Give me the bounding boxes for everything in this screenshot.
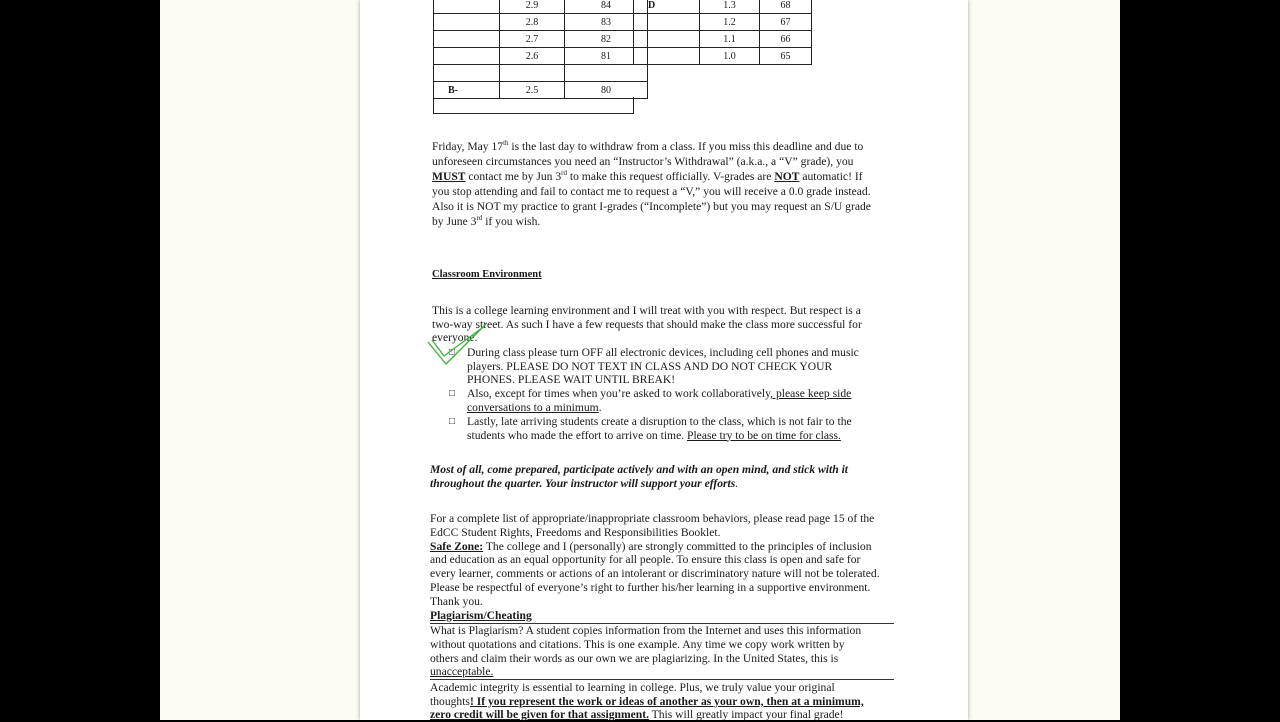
text-segment: Academic integrity is essential to learning in college. Plus, we truly value your original — [430, 681, 835, 694]
text-segment: others and claim their words as our own we are plagiarizing. In the United States, this is — [430, 651, 839, 665]
text-segment: automatic! If — [799, 170, 863, 183]
table-cell: 1.3 — [700, 0, 760, 14]
text-segment: thoughts — [430, 694, 470, 708]
text-line — [432, 214, 902, 229]
table-cell — [434, 14, 500, 31]
text-segment: During class please turn OFF all electronic devices, including cell phones and music — [467, 346, 859, 359]
text-segment: . — [598, 400, 602, 414]
integrity-paragraph — [430, 681, 900, 722]
text-segment: th — [503, 139, 509, 148]
table-cell: 65 — [760, 48, 812, 65]
withdraw-paragraph — [432, 139, 902, 229]
text-segment: throughout the quarter. Your instructor will support your efforts — [430, 477, 736, 490]
table-cell: 2.7 — [500, 31, 565, 48]
text-segment: conversations to a minimum — [467, 400, 599, 414]
table-cell: 82 — [565, 31, 648, 48]
text-line — [432, 346, 902, 360]
text-segment: Most of all, come prepared, participate actively and with an open mind, and stick with it — [430, 463, 849, 476]
table-cell — [634, 14, 700, 31]
table-cell — [434, 0, 500, 14]
text-line — [430, 512, 900, 526]
text-line — [430, 595, 900, 609]
text-line — [432, 169, 902, 184]
text-segment: NOT — [774, 170, 800, 183]
text-segment: This is a college learning environment and I will treat with you with respect. But respect is a — [432, 304, 861, 317]
text-line — [432, 154, 902, 169]
plagiarism-paragraph — [430, 624, 900, 679]
table-row — [434, 0, 648, 14]
bullet-late — [432, 415, 902, 442]
text-line — [430, 695, 900, 709]
text-segment: ! If you represent the work or ideas of another as your own, then at a minimum, — [469, 694, 864, 708]
table-cell — [434, 48, 500, 65]
table-cell: 2.5 — [500, 82, 565, 99]
table-row — [434, 14, 648, 31]
text-line — [432, 387, 902, 401]
table-cell: 80 — [565, 82, 648, 99]
table-row — [434, 82, 648, 99]
text-line — [432, 318, 902, 332]
text-segment: zero credit will be given for that assignment. — [430, 708, 649, 722]
table-cell: 68 — [760, 0, 812, 14]
table-cell — [434, 65, 500, 82]
text-segment: every learner, comments or actions of an intolerant or discriminatory nature will not be tolerated. — [430, 567, 880, 581]
text-segment: everyone. — [432, 331, 478, 344]
table-cell: 2.9 — [500, 0, 565, 14]
text-segment: you stop attending and fail to contact me to request a “V,” you will receive a 0.0 grade instead. — [432, 185, 871, 198]
text-line — [430, 609, 900, 623]
table-cell — [565, 65, 648, 82]
table-cell — [634, 48, 700, 65]
green-checkmark-icon — [424, 320, 494, 372]
text-segment: PHONES. PLEASE WAIT UNTIL BREAK! — [467, 373, 676, 386]
text-segment: . — [735, 477, 739, 490]
text-line — [430, 463, 900, 477]
text-line — [430, 553, 900, 567]
table-cell — [500, 65, 565, 82]
classroom-intro — [432, 304, 902, 345]
table-cell: 2.6 — [500, 48, 565, 65]
text-line — [432, 401, 902, 415]
text-segment: Safe Zone: — [430, 539, 484, 553]
text-segment: without quotations and citations. This is one example. Any time we copy work written by — [430, 637, 845, 651]
text-line — [430, 624, 900, 638]
bullet-conversations — [432, 387, 902, 414]
bullet-devices — [432, 346, 902, 387]
table-row — [634, 31, 812, 48]
grade-table-left — [433, 0, 648, 99]
table-cell: 81 — [565, 48, 648, 65]
text-segment: unacceptable. — [430, 665, 494, 679]
table-cell — [434, 31, 500, 48]
text-segment: Lastly, late arriving students create a disruption to the class, which is not fair to the — [467, 415, 852, 428]
motto-paragraph — [430, 463, 900, 491]
text-line — [432, 331, 902, 345]
text-segment: Also it is NOT my practice to grant I-grades (“Incomplete”) but you may request an S/U grade — [432, 200, 871, 213]
text-segment: is the last day to withdraw from a class. If you miss this deadline and due to — [508, 140, 864, 153]
table-cell: 1.2 — [700, 14, 760, 31]
text-line — [432, 139, 902, 154]
text-segment: Also, except for times when you’re asked to work collaboratively — [467, 387, 771, 400]
table-row — [634, 0, 812, 14]
text-segment: EdCC Student Rights, Freedoms and Responsibilities Booklet. — [430, 525, 721, 539]
text-line — [432, 373, 902, 387]
text-line — [430, 477, 900, 491]
text-segment: and education as an equal opportunity for all people. To ensure this class is open and safe for — [430, 553, 861, 567]
text-segment: Friday, May 17 — [432, 140, 504, 153]
divider — [430, 679, 894, 680]
table-cell: 2.8 — [500, 14, 565, 31]
text-segment: Please be respectful of everyone’s right to further his/her learning in a supportive environment. — [430, 580, 871, 594]
text-line — [432, 304, 902, 318]
text-segment: unforeseen circumstances you need an “Instructor’s Withdrawal” (a.k.a., a “V” grade), you — [432, 155, 854, 168]
table-row — [634, 14, 812, 31]
table-row — [634, 48, 812, 65]
behaviors-paragraph — [430, 512, 900, 622]
text-segment: if you wish. — [482, 215, 541, 228]
table-cell: B- — [434, 82, 500, 99]
text-segment: What is Plagiarism? A student copies information from the Internet and uses this information — [430, 624, 862, 637]
text-segment: contact me by Jun 3 — [465, 170, 562, 183]
text-segment: rd — [561, 169, 567, 178]
text-line — [430, 665, 900, 679]
text-line — [430, 567, 900, 581]
table-cell: 66 — [760, 31, 812, 48]
classroom-heading — [432, 268, 902, 282]
grade-table-right — [633, 0, 812, 65]
text-segment: to make this request officially. V-grades are — [566, 170, 775, 183]
text-segment: Classroom Environment — [432, 269, 542, 280]
text-line — [432, 415, 902, 429]
text-segment: For a complete list of appropriate/inappropriate classroom behaviors, please read page 15 of the — [430, 512, 875, 525]
table-cell: 84 — [565, 0, 648, 14]
text-segment: This will greatly impact your final grade! — [648, 708, 844, 722]
text-segment: rd — [476, 214, 483, 223]
text-segment: by June 3 — [432, 215, 477, 228]
text-line — [432, 360, 902, 374]
table-row — [434, 65, 648, 82]
text-segment: players. PLEASE DO NOT TEXT IN CLASS AND DO NOT CHECK YOUR — [467, 359, 833, 373]
table-cell: 1.1 — [700, 31, 760, 48]
text-line — [432, 199, 902, 214]
text-segment: Thank you. — [430, 594, 483, 608]
text-segment: students who made the effort to arrive on time. — [467, 428, 688, 442]
text-line — [430, 638, 900, 652]
table-cell: 67 — [760, 14, 812, 31]
text-line — [430, 581, 900, 595]
text-line — [430, 540, 900, 554]
text-segment: Plagiarism/Cheating — [430, 608, 532, 622]
text-line — [430, 526, 900, 540]
text-segment: Please try to be on time for class. — [687, 428, 841, 442]
table-row — [434, 48, 648, 65]
table-row — [434, 31, 648, 48]
text-segment: , please keep side — [770, 387, 852, 400]
text-segment: two-way street. As such I have a few requests that should make the class more successful for — [432, 317, 862, 331]
text-line — [430, 681, 900, 695]
text-line — [430, 652, 900, 666]
text-line — [432, 268, 902, 282]
table-cell: 83 — [565, 14, 648, 31]
text-segment: MUST — [432, 170, 466, 183]
text-line — [432, 429, 902, 443]
text-line — [432, 184, 902, 199]
table-cell — [634, 31, 700, 48]
grade-table-empty-row — [433, 97, 634, 114]
text-segment: The college and I (personally) are strongly committed to the principles of inclusion — [483, 539, 872, 553]
table-cell: 1.0 — [700, 48, 760, 65]
table-cell: D — [634, 0, 700, 14]
